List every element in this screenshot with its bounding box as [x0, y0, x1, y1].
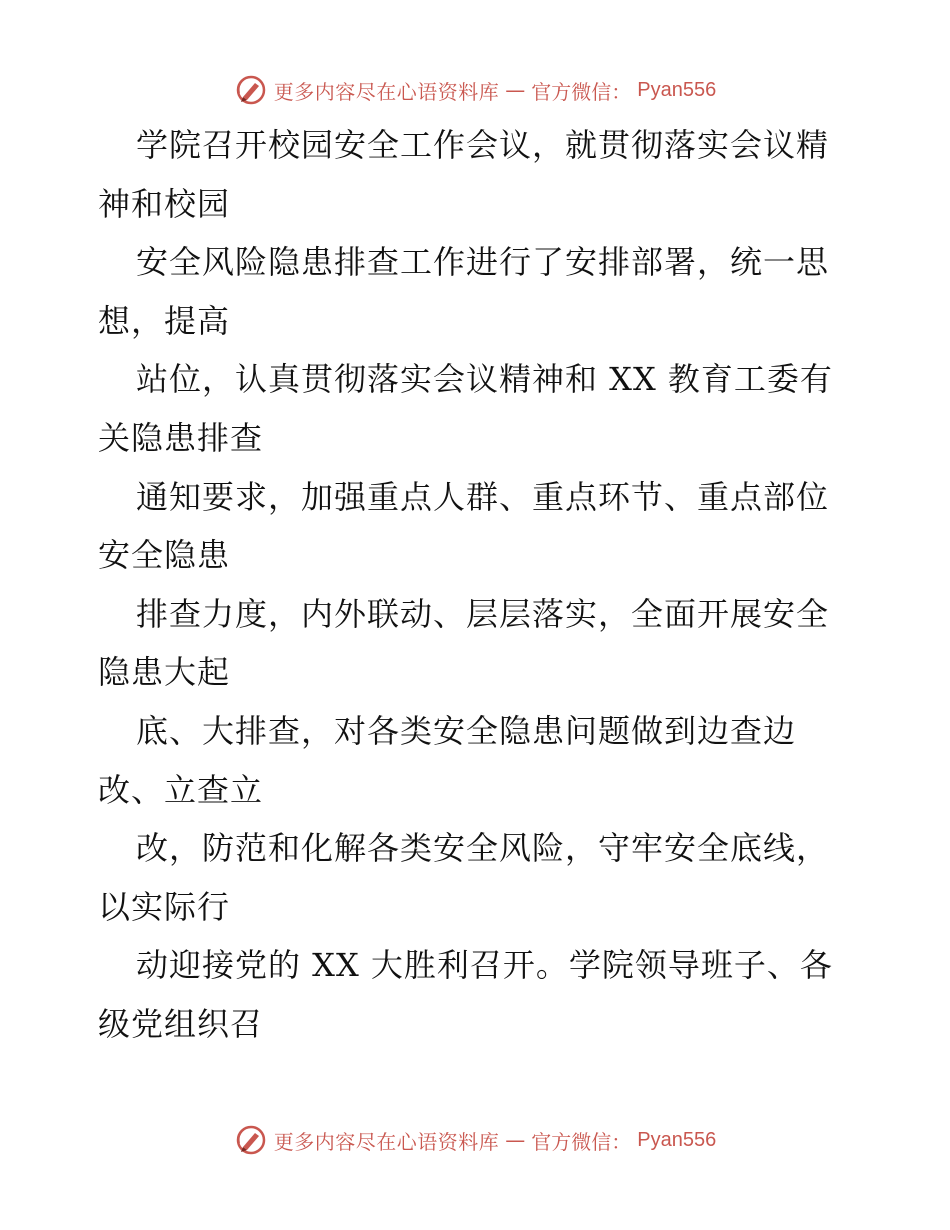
text-line: 安全隐患 [98, 536, 231, 575]
header-watermark [0, 72, 950, 108]
text-line: 学院召开校园安全工作会议，就贯彻落实会议精 [136, 126, 830, 164]
text-line: 以实际行 [98, 887, 231, 926]
text-line: 神和校园 [98, 184, 231, 223]
text-line: 改，防范和化解各类安全风险，守牢安全底线， [136, 829, 830, 868]
watermark-wechat-id: Pyan556 [637, 1128, 717, 1151]
text-line: 安全风险隐患排查工作进行了安排部署，统一思 [136, 243, 830, 282]
text-line: 级党组织召 [98, 1004, 264, 1043]
text-line: 排查力度，内外联动、层层落实，全面开展安全 [136, 594, 830, 633]
footer-watermark [0, 1122, 950, 1158]
text-line: 想，提高 [98, 301, 231, 340]
pen-logo-icon [234, 1123, 268, 1157]
watermark-wechat-id: Pyan556 [637, 78, 717, 101]
watermark-dash: — [505, 1128, 526, 1152]
text-line: 动迎接党的 XX 大胜利召开。学院领导班子、各 [136, 946, 833, 985]
document-body [98, 116, 858, 1054]
pen-logo-icon [234, 73, 268, 107]
text-line: 通知要求，加强重点人群、重点环节、重点部位 [136, 477, 830, 516]
watermark-text: 更多内容尽在心语资料库 [273, 1129, 500, 1154]
text-line: 站位，认真贯彻落实会议精神和 XX 教育工委有 [136, 360, 833, 399]
text-line: 改、立查立 [98, 770, 264, 809]
text-line: 关隐患排查 [98, 418, 264, 457]
watermark-wechat-label: 官方微信： [531, 1129, 632, 1154]
watermark-wechat-label: 官方微信： [531, 79, 632, 104]
text-line: 隐患大起 [98, 653, 231, 692]
watermark-dash: — [505, 78, 526, 102]
text-line: 底、大排查，对各类安全隐患问题做到边查边 [136, 711, 797, 750]
watermark-text: 更多内容尽在心语资料库 [273, 79, 500, 104]
